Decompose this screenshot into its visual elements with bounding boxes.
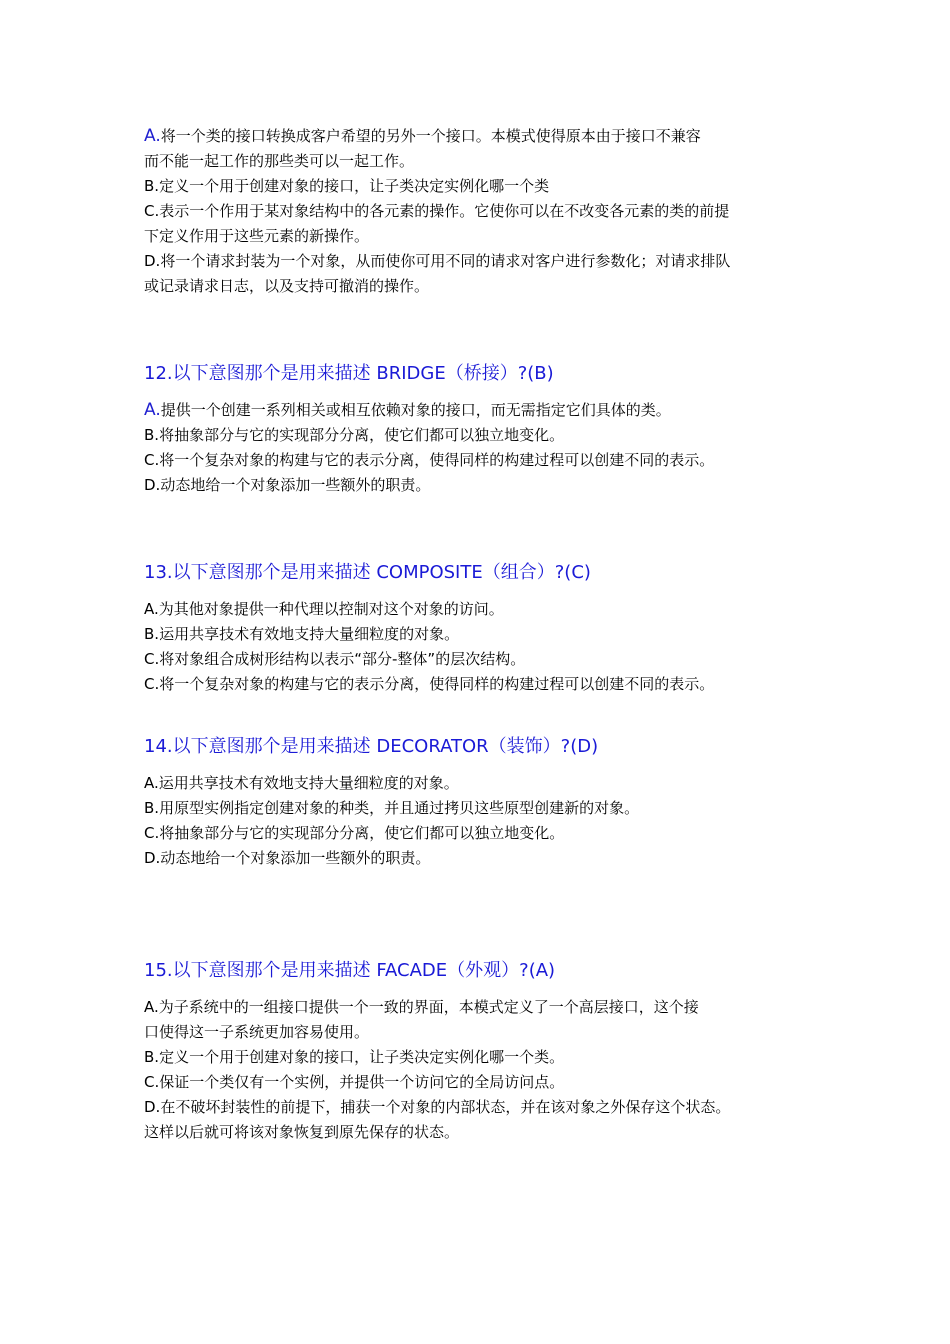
option-d: D.将一个请求封装为一个对象，从而使你可用不同的请求对客户进行参数化；对请求排队: [144, 252, 731, 270]
option-a: A.将一个类的接口转换成客户希望的另外一个接口。本模式使得原本由于接口不兼容: [144, 126, 701, 146]
question-14-options: [144, 771, 814, 871]
option-c-continued: 下定义作用于这些元素的新操作。: [144, 227, 370, 245]
option-a: A.提供一个创建一系列相关或相互依赖对象的接口，而无需指定它们具体的类。: [144, 400, 671, 420]
option-b: B.定义一个用于创建对象的接口，让子类决定实例化哪一个类。: [144, 1048, 565, 1066]
option-a: A.运用共享技术有效地支持大量细粒度的对象。: [144, 774, 459, 792]
option-c: C.保证一个类仅有一个实例，并提供一个访问它的全局访问点。: [144, 1073, 565, 1091]
option-d: D.动态地给一个对象添加一些额外的职责。: [144, 476, 431, 494]
option-c: C.将抽象部分与它的实现部分分离，使它们都可以独立地变化。: [144, 824, 565, 842]
option-a: A.为子系统中的一组接口提供一个一致的界面，本模式定义了一个高层接口，这个接: [144, 998, 699, 1016]
question-13-options: [144, 597, 814, 697]
question-13-title: 13.以下意图那个是用来描述 COMPOSITE（组合）?(C): [144, 562, 591, 583]
question-14-title: 14.以下意图那个是用来描述 DECORATOR（装饰）?(D): [144, 736, 599, 757]
option-c: C.表示一个作用于某对象结构中的各元素的操作。它使你可以在不改变各元素的类的前提: [144, 202, 730, 220]
option-c-second: C.将一个复杂对象的构建与它的表示分离，使得同样的构建过程可以创建不同的表示。: [144, 675, 715, 693]
option-b: B.定义一个用于创建对象的接口，让子类决定实例化哪一个类: [144, 177, 550, 195]
question-11-options: [144, 124, 814, 299]
question-15-title: 15.以下意图那个是用来描述 FACADE（外观）?(A): [144, 960, 556, 981]
option-d-continued: 这样以后就可将该对象恢复到原先保存的状态。: [144, 1123, 460, 1141]
question-15-options: [144, 995, 814, 1145]
option-d: D.在不破坏封装性的前提下，捕获一个对象的内部状态，并在该对象之外保存这个状态。: [144, 1098, 731, 1116]
option-d: D.动态地给一个对象添加一些额外的职责。: [144, 849, 431, 867]
option-c: C.将一个复杂对象的构建与它的表示分离，使得同样的构建过程可以创建不同的表示。: [144, 451, 715, 469]
option-a: A.为其他对象提供一种代理以控制对这个对象的访问。: [144, 600, 504, 618]
option-b: B.运用共享技术有效地支持大量细粒度的对象。: [144, 625, 460, 643]
question-12-title: 12.以下意图那个是用来描述 BRIDGE（桥接）?(B): [144, 363, 554, 384]
option-a-continued: 口使得这一子系统更加容易使用。: [144, 1023, 370, 1041]
option-b: B.将抽象部分与它的实现部分分离，使它们都可以独立地变化。: [144, 426, 565, 444]
option-a-continued: 而不能一起工作的那些类可以一起工作。: [144, 152, 415, 170]
option-b: B.用原型实例指定创建对象的种类，并且通过拷贝这些原型创建新的对象。: [144, 799, 640, 817]
option-d-continued: 或记录请求日志，以及支持可撤消的操作。: [144, 277, 430, 295]
question-12-options: [144, 398, 814, 498]
option-c: C.将对象组合成树形结构以表示“部分-整体”的层次结构。: [144, 650, 526, 668]
